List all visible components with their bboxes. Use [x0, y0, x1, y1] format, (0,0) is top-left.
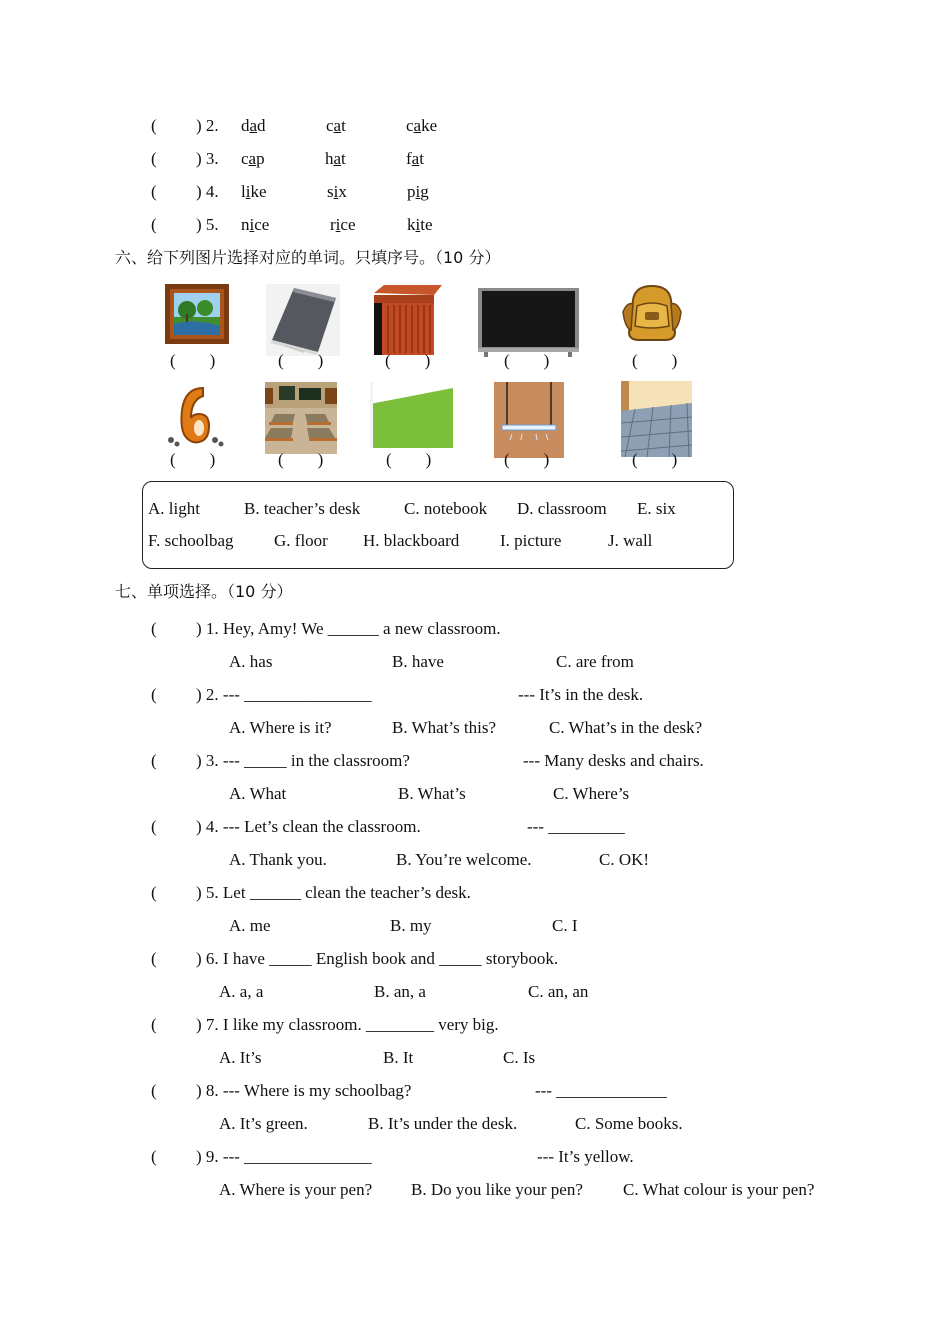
answer-paren[interactable]: ( — [151, 182, 157, 201]
answer-blank[interactable]: ( ) — [632, 351, 678, 370]
choice-b: B. What’s this? — [392, 718, 497, 737]
phonics-word: six — [327, 182, 347, 201]
answer-paren[interactable]: ( — [151, 149, 157, 168]
section-7-title: 七、单项选择。（10 分） — [115, 582, 293, 601]
choice-b: B. What’s — [398, 784, 466, 803]
item-number: ) 2. — [196, 116, 219, 135]
answer-paren[interactable]: ( — [151, 1015, 157, 1034]
number-six-icon — [163, 382, 229, 450]
choice-c: C. OK! — [599, 850, 650, 869]
answer-paren[interactable]: ( — [151, 116, 157, 135]
choice-c: C. Is — [503, 1048, 536, 1067]
schoolbag-icon — [619, 282, 685, 344]
response-text: --- It’s yellow. — [537, 1147, 634, 1166]
answer-blank[interactable]: ( ) — [504, 351, 550, 370]
answer-blank[interactable]: ( ) — [385, 351, 431, 370]
choice-a: A. Where is it? — [229, 718, 332, 737]
choice-b: B. Do you like your pen? — [411, 1180, 583, 1199]
wall-icon — [370, 382, 453, 448]
answer-paren[interactable]: ( — [151, 949, 157, 968]
blackboard-icon — [478, 288, 579, 358]
choice-c: C. Some books. — [575, 1114, 683, 1133]
response-text: --- _________ — [527, 817, 625, 836]
word-option: C. notebook — [404, 499, 488, 518]
response-text: --- It’s in the desk. — [518, 685, 644, 704]
choice-a: A. It’s — [219, 1048, 262, 1067]
word-option: G. floor — [274, 531, 328, 550]
item-number: ) 5. — [196, 215, 219, 234]
answer-blank[interactable]: ( ) — [632, 450, 678, 469]
question-text: ) 5. Let ______ clean the teacher’s desk. — [196, 883, 471, 902]
answer-paren[interactable]: ( — [151, 1081, 157, 1100]
choice-a: A. What — [229, 784, 287, 803]
choice-c: C. What’s in the desk? — [549, 718, 703, 737]
answer-blank[interactable]: ( ) — [386, 450, 432, 469]
question-text: ) 1. Hey, Amy! We ______ a new classroom. — [196, 619, 501, 638]
phonics-word: fat — [406, 149, 424, 168]
answer-blank[interactable]: ( ) — [278, 351, 324, 370]
phonics-word: cat — [326, 116, 346, 135]
phonics-word: nice — [241, 215, 270, 234]
phonics-word: dad — [241, 116, 266, 135]
answer-blank[interactable]: ( ) — [170, 450, 216, 469]
phonics-word: kite — [407, 215, 433, 234]
word-option: B. teacher’s desk — [244, 499, 361, 518]
question-text: ) 8. --- Where is my schoolbag? — [196, 1081, 412, 1100]
word-option: I. picture — [500, 531, 562, 550]
phonics-word: like — [241, 182, 267, 201]
answer-paren[interactable]: ( — [151, 685, 157, 704]
choice-c: C. Where’s — [553, 784, 630, 803]
word-option: A. light — [148, 499, 200, 518]
response-text: --- Many desks and chairs. — [523, 751, 704, 770]
word-option: J. wall — [608, 531, 653, 550]
choice-a: A. has — [229, 652, 273, 671]
floor-icon — [621, 381, 692, 457]
word-bank — [142, 481, 734, 569]
choice-c: C. I — [552, 916, 578, 935]
light-icon — [494, 382, 564, 458]
word-option: F. schoolbag — [148, 531, 234, 550]
item-number: ) 3. — [196, 149, 219, 168]
answer-paren[interactable]: ( — [151, 1147, 157, 1166]
phonics-word: hat — [325, 149, 346, 168]
answer-paren[interactable]: ( — [151, 619, 157, 638]
question-text: ) 2. --- _______________ — [196, 685, 372, 704]
choice-b: B. It — [383, 1048, 414, 1067]
question-text: ) 7. I like my classroom. ________ very big. — [196, 1015, 499, 1034]
choice-a: A. It’s green. — [219, 1114, 308, 1133]
choice-c: C. are from — [556, 652, 634, 671]
word-option: D. classroom — [517, 499, 607, 518]
word-option: H. blackboard — [363, 531, 460, 550]
item-number: ) 4. — [196, 182, 219, 201]
answer-blank[interactable]: ( ) — [170, 351, 216, 370]
choice-b: B. have — [392, 652, 444, 671]
answer-paren[interactable]: ( — [151, 215, 157, 234]
phonics-word: cap — [241, 149, 265, 168]
choice-a: A. Where is your pen? — [219, 1180, 373, 1199]
teachers-desk-icon — [374, 283, 442, 355]
classroom-icon — [265, 382, 337, 454]
choice-b: B. It’s under the desk. — [368, 1114, 518, 1133]
choice-c: C. What colour is your pen? — [623, 1180, 815, 1199]
choice-b: B. an, a — [374, 982, 426, 1001]
question-text: ) 3. --- _____ in the classroom? — [196, 751, 410, 770]
choice-a: A. me — [229, 916, 271, 935]
phonics-word: rice — [330, 215, 356, 234]
notebook-icon — [266, 284, 340, 356]
choice-a: A. a, a — [219, 982, 264, 1001]
question-text: ) 6. I have _____ English book and _____ storybook. — [196, 949, 559, 968]
answer-blank[interactable]: ( ) — [504, 450, 550, 469]
phonics-word: cake — [406, 116, 438, 135]
answer-paren[interactable]: ( — [151, 751, 157, 770]
choice-a: A. Thank you. — [229, 850, 327, 869]
response-text: --- _____________ — [535, 1081, 667, 1100]
answer-paren[interactable]: ( — [151, 883, 157, 902]
question-text: ) 9. --- _______________ — [196, 1147, 372, 1166]
answer-paren[interactable]: ( — [151, 817, 157, 836]
choice-b: B. my — [390, 916, 432, 935]
section-6-title: 六、给下列图片选择对应的单词。只填序号。（10 分） — [115, 248, 501, 267]
phonics-word: pig — [407, 182, 429, 201]
choice-b: B. You’re welcome. — [396, 850, 532, 869]
answer-blank[interactable]: ( ) — [278, 450, 324, 469]
choice-c: C. an, an — [528, 982, 589, 1001]
word-option: E. six — [637, 499, 676, 518]
question-text: ) 4. --- Let’s clean the classroom. — [196, 817, 421, 836]
framed-picture-icon — [165, 284, 229, 344]
